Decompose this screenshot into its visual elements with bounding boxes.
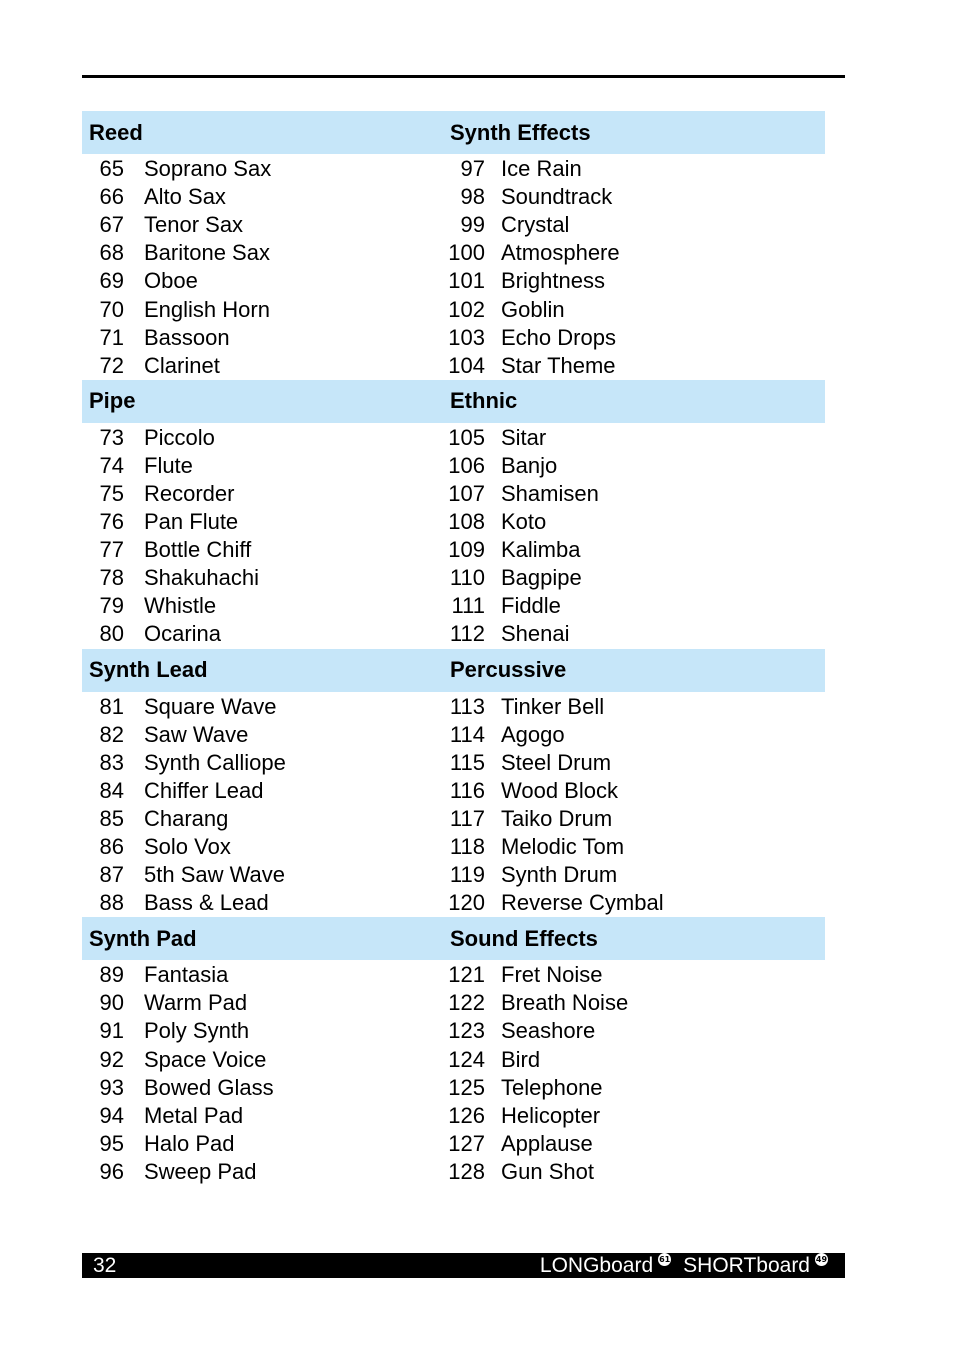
instrument-name: Ice Rain xyxy=(501,156,582,182)
program-number: 88 xyxy=(99,890,124,916)
instrument-name: Shamisen xyxy=(501,480,599,506)
instrument-name: Whistle xyxy=(144,593,217,619)
instrument-name: Bottle Chiff xyxy=(144,537,252,563)
instrument-row xyxy=(82,889,443,917)
instrument-row xyxy=(82,989,443,1017)
instrument-row xyxy=(443,1017,825,1045)
program-number: 86 xyxy=(99,834,124,860)
page-number: 32 xyxy=(93,1253,117,1277)
instrument-name: English Horn xyxy=(144,296,270,322)
instrument-name: Soundtrack xyxy=(501,184,613,210)
instrument-name: Tenor Sax xyxy=(144,212,244,238)
instrument-name: Reverse Cymbal xyxy=(501,890,664,916)
brand-longboard: LONGboard xyxy=(539,1253,654,1277)
section-header xyxy=(82,649,825,692)
instrument-row xyxy=(82,1074,443,1102)
instrument-name: Recorder xyxy=(144,480,235,506)
instrument-row xyxy=(82,564,443,592)
instrument-name: Atmosphere xyxy=(501,240,620,266)
instrument-row xyxy=(82,352,443,380)
program-number: 125 xyxy=(448,1074,485,1100)
product-brand xyxy=(540,1254,828,1278)
program-number: 120 xyxy=(448,890,485,916)
instrument-name: Charang xyxy=(144,805,229,831)
program-number: 101 xyxy=(448,268,485,294)
instrument-row xyxy=(443,1102,825,1130)
brand-shortboard: SHORTboard xyxy=(683,1253,810,1277)
program-number: 90 xyxy=(99,990,124,1016)
program-number: 124 xyxy=(448,1046,485,1072)
program-number: 106 xyxy=(448,452,485,478)
program-number: 78 xyxy=(99,565,124,591)
category-title: Synth Effects xyxy=(450,119,591,145)
program-number: 100 xyxy=(448,240,485,266)
program-number: 79 xyxy=(99,593,124,619)
instrument-name: Banjo xyxy=(501,452,558,478)
instrument-row xyxy=(82,833,443,861)
category-title: Ethnic xyxy=(450,388,518,414)
program-number: 69 xyxy=(99,268,124,294)
program-number: 115 xyxy=(449,749,485,775)
program-number: 122 xyxy=(448,990,485,1016)
instrument-name: Saw Wave xyxy=(144,721,249,747)
program-number: 84 xyxy=(99,777,124,803)
instrument-row xyxy=(82,693,443,721)
program-number: 114 xyxy=(449,721,485,747)
instrument-row xyxy=(443,480,825,508)
instrument-row xyxy=(82,424,443,452)
instrument-name: Fiddle xyxy=(501,593,561,619)
instrument-row xyxy=(443,424,825,452)
program-number: 103 xyxy=(448,324,485,350)
instrument-row xyxy=(82,777,443,805)
instrument-row xyxy=(82,452,443,480)
instrument-name: Star Theme xyxy=(501,352,616,378)
key-count-badge-61: 61 xyxy=(659,1255,671,1264)
category-title: Synth Pad xyxy=(89,925,197,951)
program-number: 67 xyxy=(99,212,124,238)
category-title: Sound Effects xyxy=(450,925,598,951)
instrument-row xyxy=(82,805,443,833)
program-number: 66 xyxy=(99,184,124,210)
instrument-name: Agogo xyxy=(501,721,565,747)
program-number: 72 xyxy=(99,352,124,378)
instrument-row xyxy=(443,295,825,323)
instrument-row xyxy=(82,480,443,508)
program-number: 98 xyxy=(460,184,485,210)
instrument-column xyxy=(82,961,443,1186)
instrument-name: Goblin xyxy=(501,296,565,322)
instrument-row xyxy=(82,592,443,620)
instrument-row xyxy=(443,620,825,648)
instrument-row xyxy=(82,295,443,323)
instrument-name: Kalimba xyxy=(501,537,581,563)
instrument-name: Steel Drum xyxy=(501,749,612,775)
program-number: 113 xyxy=(449,693,485,719)
program-number: 118 xyxy=(449,834,485,860)
instrument-name: Warm Pad xyxy=(144,990,248,1016)
instrument-name: Poly Synth xyxy=(144,1018,250,1044)
instrument-name: Fantasia xyxy=(144,962,229,988)
instrument-name: Bagpipe xyxy=(501,565,582,591)
section-header xyxy=(82,111,825,154)
instrument-row xyxy=(443,536,825,564)
program-number: 71 xyxy=(99,324,124,350)
program-number: 109 xyxy=(448,537,485,563)
instrument-row xyxy=(82,749,443,777)
instrument-row xyxy=(443,1074,825,1102)
instrument-name: Helicopter xyxy=(501,1102,601,1128)
instrument-name: Bird xyxy=(501,1046,541,1072)
program-number: 92 xyxy=(99,1046,124,1072)
instrument-name: Solo Vox xyxy=(144,834,231,860)
instrument-name: Bass & Lead xyxy=(144,890,269,916)
program-number: 77 xyxy=(99,537,124,563)
instrument-name: Alto Sax xyxy=(144,184,226,210)
instrument-row xyxy=(82,1017,443,1045)
program-number: 123 xyxy=(448,1018,485,1044)
instrument-row xyxy=(443,211,825,239)
instrument-row xyxy=(443,592,825,620)
instrument-row xyxy=(82,1158,443,1186)
instrument-column xyxy=(82,424,443,649)
instrument-name: Halo Pad xyxy=(144,1130,235,1156)
instrument-name: Metal Pad xyxy=(144,1102,244,1128)
instrument-row xyxy=(443,721,825,749)
program-number: 91 xyxy=(99,1018,124,1044)
instrument-name: Brightness xyxy=(501,268,605,294)
instrument-name: Ocarina xyxy=(144,621,222,647)
program-number: 96 xyxy=(99,1158,124,1184)
program-number: 74 xyxy=(99,452,124,478)
instrument-name: Seashore xyxy=(501,1018,596,1044)
program-number: 87 xyxy=(99,862,124,888)
instrument-row xyxy=(443,889,825,917)
section-body xyxy=(82,423,825,649)
instrument-row xyxy=(443,324,825,352)
instrument-row xyxy=(82,324,443,352)
instrument-name: Sitar xyxy=(501,424,547,450)
instrument-row xyxy=(82,211,443,239)
instrument-row xyxy=(82,961,443,989)
instrument-name: Shakuhachi xyxy=(144,565,259,591)
program-number: 83 xyxy=(99,749,124,775)
instrument-row xyxy=(82,721,443,749)
instrument-row xyxy=(443,155,825,183)
program-number: 65 xyxy=(99,156,124,182)
instrument-name: Soprano Sax xyxy=(144,156,272,182)
instrument-row xyxy=(443,805,825,833)
instrument-name: Koto xyxy=(501,509,547,535)
top-rule xyxy=(82,75,845,78)
category-title: Percussive xyxy=(450,657,567,682)
instrument-name: Synth Calliope xyxy=(144,749,286,775)
instrument-name: Bassoon xyxy=(144,324,230,350)
program-number: 82 xyxy=(99,721,124,747)
instrument-row xyxy=(82,1046,443,1074)
instrument-name: Flute xyxy=(144,452,193,478)
instrument-row xyxy=(443,452,825,480)
instrument-name: Oboe xyxy=(144,268,198,294)
instrument-name: Piccolo xyxy=(144,424,215,450)
program-number: 126 xyxy=(448,1102,485,1128)
instrument-name: Chiffer Lead xyxy=(144,777,264,803)
instrument-name: Breath Noise xyxy=(501,990,629,1016)
instrument-row xyxy=(443,833,825,861)
instrument-row xyxy=(443,267,825,295)
program-number: 121 xyxy=(448,962,485,988)
instrument-column xyxy=(82,693,443,918)
instrument-row xyxy=(82,267,443,295)
instrument-name: Bowed Glass xyxy=(144,1074,274,1100)
instrument-row xyxy=(443,777,825,805)
category-title: Pipe xyxy=(89,388,136,414)
program-number: 80 xyxy=(99,621,124,647)
instrument-name: Wood Block xyxy=(501,777,618,803)
program-number: 89 xyxy=(99,962,124,988)
program-number: 93 xyxy=(99,1074,124,1100)
instrument-row xyxy=(443,352,825,380)
instrument-column xyxy=(443,961,825,1186)
category-title: Reed xyxy=(89,119,143,145)
instrument-row xyxy=(82,861,443,889)
instrument-row xyxy=(443,508,825,536)
instrument-row xyxy=(82,536,443,564)
instrument-name: Gun Shot xyxy=(501,1158,594,1184)
instrument-name: Tinker Bell xyxy=(501,693,605,719)
key-count-badge-49: 49 xyxy=(815,1255,828,1264)
instrument-name: Clarinet xyxy=(144,352,220,378)
instrument-row xyxy=(82,508,443,536)
program-number: 111 xyxy=(451,593,485,619)
instrument-column xyxy=(82,155,443,380)
instrument-name: Shenai xyxy=(501,621,570,647)
section-body xyxy=(82,154,825,380)
instrument-row xyxy=(443,183,825,211)
program-number: 68 xyxy=(99,240,124,266)
instrument-row xyxy=(443,749,825,777)
section-body xyxy=(82,960,825,1186)
instrument-name: Synth Drum xyxy=(501,862,618,888)
instrument-row xyxy=(443,989,825,1017)
instrument-name: Crystal xyxy=(501,212,570,238)
instrument-row xyxy=(443,1046,825,1074)
instrument-column xyxy=(443,155,825,380)
instrument-row xyxy=(82,155,443,183)
instrument-row xyxy=(82,183,443,211)
footer-bar xyxy=(82,1253,845,1278)
program-number: 110 xyxy=(449,565,485,591)
program-number: 75 xyxy=(99,480,124,506)
instrument-row xyxy=(82,239,443,267)
instrument-row xyxy=(443,239,825,267)
program-number: 95 xyxy=(99,1130,124,1156)
program-number: 116 xyxy=(449,777,485,803)
instrument-name: Taiko Drum xyxy=(501,805,613,831)
program-number: 70 xyxy=(99,296,124,322)
program-number: 97 xyxy=(460,156,485,182)
instrument-name: Baritone Sax xyxy=(144,240,270,266)
program-number: 104 xyxy=(448,352,485,378)
program-number: 81 xyxy=(99,693,124,719)
instrument-name: Fret Noise xyxy=(501,962,603,988)
instrument-row xyxy=(82,1102,443,1130)
program-number: 99 xyxy=(460,212,485,238)
program-number: 107 xyxy=(448,480,485,506)
program-number: 119 xyxy=(449,862,485,888)
program-number: 127 xyxy=(448,1130,485,1156)
instrument-name: Sweep Pad xyxy=(144,1158,257,1184)
instrument-name: 5th Saw Wave xyxy=(144,862,286,888)
instrument-row xyxy=(443,693,825,721)
instrument-row xyxy=(443,961,825,989)
instrument-row xyxy=(82,620,443,648)
instrument-name: Echo Drops xyxy=(501,324,616,350)
instrument-list xyxy=(82,111,825,1186)
instrument-name: Space Voice xyxy=(144,1046,267,1072)
instrument-row xyxy=(443,564,825,592)
program-number: 73 xyxy=(99,424,124,450)
program-number: 112 xyxy=(449,621,485,647)
instrument-name: Telephone xyxy=(501,1074,603,1100)
program-number: 128 xyxy=(448,1158,485,1184)
program-number: 108 xyxy=(448,509,485,535)
instrument-name: Pan Flute xyxy=(144,509,239,535)
program-number: 117 xyxy=(449,805,485,831)
program-number: 76 xyxy=(99,509,124,535)
instrument-column xyxy=(443,693,825,918)
instrument-row xyxy=(443,1158,825,1186)
instrument-column xyxy=(443,424,825,649)
section-header xyxy=(82,380,825,423)
instrument-row xyxy=(443,1130,825,1158)
instrument-name: Applause xyxy=(501,1130,593,1156)
section-header xyxy=(82,917,825,960)
program-number: 85 xyxy=(99,805,124,831)
instrument-name: Square Wave xyxy=(144,693,277,719)
instrument-row xyxy=(443,861,825,889)
program-number: 94 xyxy=(99,1102,124,1128)
section-body xyxy=(82,692,825,918)
program-number: 102 xyxy=(448,296,485,322)
instrument-row xyxy=(82,1130,443,1158)
instrument-name: Melodic Tom xyxy=(501,834,625,860)
program-number: 105 xyxy=(448,424,485,450)
category-title: Synth Lead xyxy=(89,657,208,682)
